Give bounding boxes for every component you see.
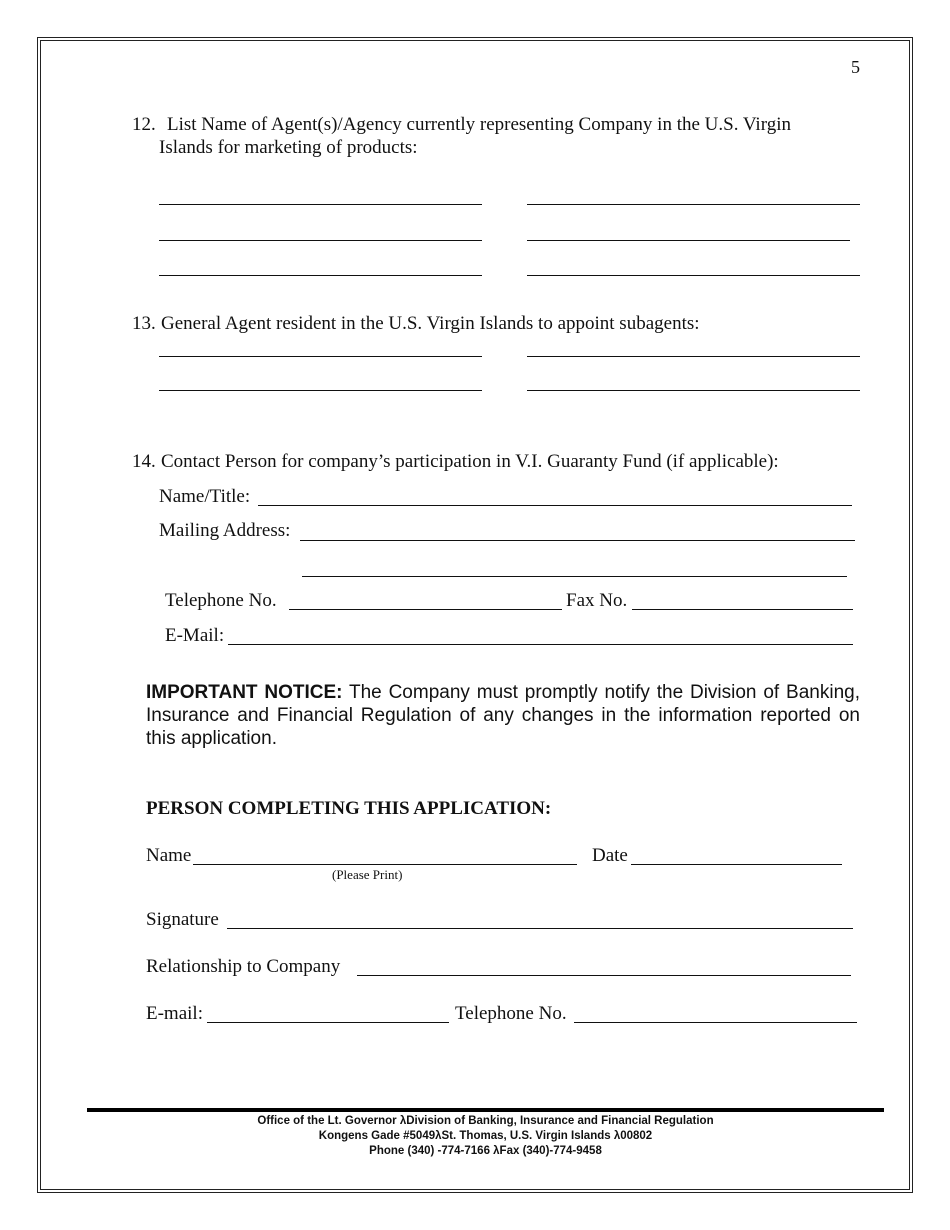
person-name-field[interactable] [193, 864, 577, 865]
signature-label: Signature [146, 909, 219, 930]
q12-text-line1: List Name of Agent(s)/Agency currently representing Company in the U.S. Virgin [167, 114, 791, 135]
agent-field-1[interactable] [159, 204, 482, 205]
agent-field-4[interactable] [527, 240, 850, 241]
footer-line-3: Phone (340) -774-7166 λFax (340)-774-9458 [369, 1145, 602, 1157]
contact-telephone-field[interactable] [289, 609, 562, 610]
mailing-address-label: Mailing Address: [159, 520, 291, 541]
contact-fax-field[interactable] [632, 609, 853, 610]
contact-email-label: E-Mail: [165, 625, 225, 646]
name-title-field[interactable] [258, 505, 852, 506]
important-notice-text: The Company must promptly notify the Division of Banking, Insurance and Financial Regulation of any changes in the information reported on this application. [146, 682, 860, 749]
q14-text: Contact Person for company’s participation in V.I. Guaranty Fund (if applicable): [161, 451, 779, 472]
subagent-field-4[interactable] [527, 390, 860, 391]
agent-field-3[interactable] [159, 240, 482, 241]
agent-field-6[interactable] [527, 275, 860, 276]
important-notice-label: IMPORTANT NOTICE: [146, 682, 343, 703]
subagent-field-1[interactable] [159, 356, 482, 357]
subagent-field-3[interactable] [159, 390, 482, 391]
person-name-label: Name [146, 845, 192, 866]
relationship-field[interactable] [357, 975, 851, 976]
contact-fax-label: Fax No. [566, 590, 628, 611]
q12-number: 12. [132, 114, 156, 135]
person-completing-heading: PERSON COMPLETING THIS APPLICATION: [146, 798, 552, 819]
person-email-field[interactable] [207, 1022, 449, 1023]
q13-text: General Agent resident in the U.S. Virgin Islands to appoint subagents: [161, 313, 700, 334]
agent-field-5[interactable] [159, 275, 482, 276]
please-print-hint: (Please Print) [332, 867, 403, 882]
footer-line-2: Kongens Gade #5049λSt. Thomas, U.S. Virgin Islands λ00802 [318, 1130, 653, 1142]
q13-number: 13. [132, 313, 156, 334]
q14-number: 14. [132, 451, 156, 472]
signature-field[interactable] [227, 928, 853, 929]
person-date-label: Date [592, 845, 628, 866]
footer-line-1: Office of the Lt. Governor λDivision of Banking, Insurance and Financial Regulation [257, 1115, 714, 1127]
person-email-label: E-mail: [146, 1003, 203, 1024]
mailing-address-field-1[interactable] [300, 540, 855, 541]
contact-email-field[interactable] [228, 644, 853, 645]
q12-text-line2: Islands for marketing of products: [159, 137, 418, 158]
relationship-label: Relationship to Company [146, 956, 341, 977]
subagent-field-2[interactable] [527, 356, 860, 357]
name-title-label: Name/Title: [159, 486, 251, 507]
contact-telephone-label: Telephone No. [165, 590, 277, 611]
page-number: 5 [851, 57, 860, 77]
mailing-address-field-2[interactable] [302, 576, 847, 577]
person-date-field[interactable] [631, 864, 842, 865]
agent-field-2[interactable] [527, 204, 860, 205]
footer-rule [87, 1108, 884, 1112]
person-telephone-field[interactable] [574, 1022, 857, 1023]
footer [87, 1114, 884, 1159]
important-notice [146, 681, 860, 750]
person-telephone-label: Telephone No. [455, 1003, 567, 1024]
